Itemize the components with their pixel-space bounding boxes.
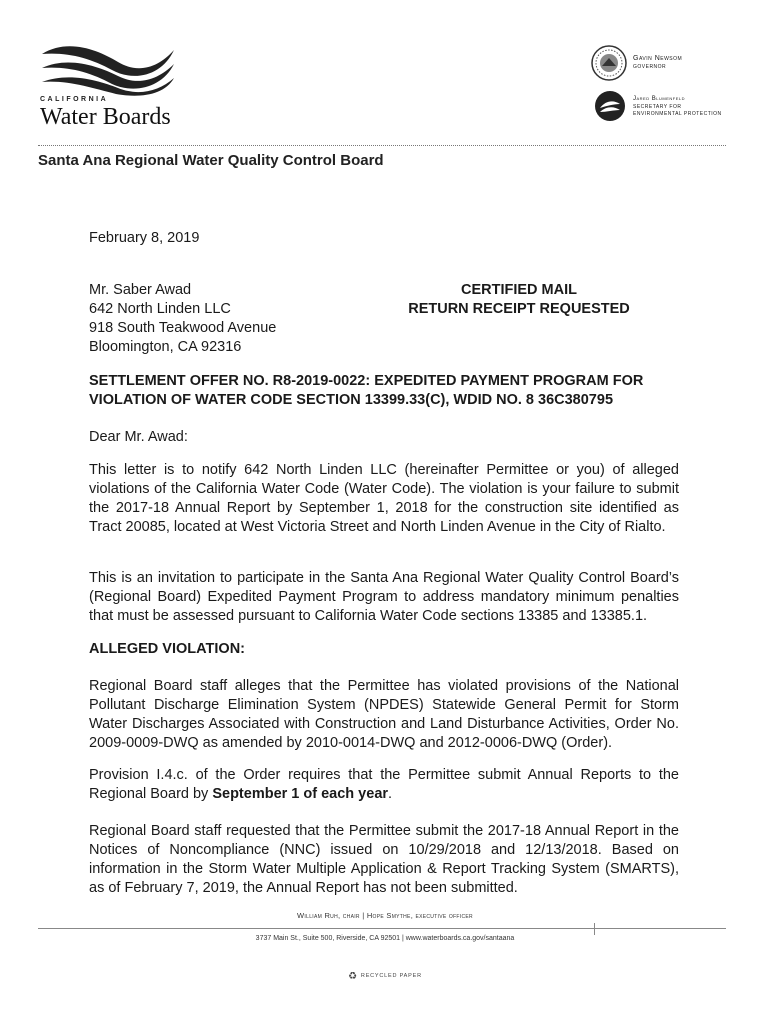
paragraph-invitation: This is an invitation to participate in the Santa Ana Regional Water Quality Control Board’s (Regional Board) Expedited Payment Program to address mandatory minimum penalties that must be assessed pursuant to California Water Code sections 13385 and 13385.1. bbox=[89, 570, 679, 624]
letter-greeting: Dear Mr. Awad: bbox=[89, 429, 188, 445]
footer-officers: William Ruh, chair | Hope Smythe, executive officer bbox=[297, 911, 473, 920]
water-boards-logo-icon bbox=[38, 40, 178, 96]
recipient-line: Bloomington, CA 92316 bbox=[89, 339, 242, 355]
recipient-line: 642 North Linden LLC bbox=[89, 301, 231, 317]
provision-tail: . bbox=[388, 786, 393, 802]
delivery-line: CERTIFIED MAIL bbox=[461, 282, 577, 298]
secretary-title-line1: SECRETARY FOR bbox=[633, 104, 682, 110]
recipient-line: 918 South Teakwood Avenue bbox=[89, 320, 277, 336]
footer-divider-tick bbox=[594, 923, 595, 935]
recipient-line: Mr. Saber Awad bbox=[89, 282, 192, 298]
subject-line: VIOLATION OF WATER CODE SECTION 13399.33(C), WDID NO. 8 36C380795 bbox=[89, 392, 614, 408]
calepa-seal-icon bbox=[594, 90, 626, 122]
paragraph-request: Regional Board staff requested that the Permittee submit the 2017-18 Annual Report in the Notices of Noncompliance (NNC) issued on 10/29/2018 and 12/13/2018. Based on information in the Storm Water Multiple Application & Report Tracking System (SMARTS), as of February 7, 2019, the Annual Report has not been submitted. bbox=[89, 823, 679, 896]
delivery-line: RETURN RECEIPT REQUESTED bbox=[408, 301, 630, 317]
footer-divider bbox=[38, 928, 726, 929]
header-divider bbox=[38, 145, 726, 146]
recycle-icon: ♻ bbox=[348, 971, 358, 982]
governor-name: Gavin Newsom bbox=[633, 55, 683, 62]
secretary-name: Jared Blumenfeld bbox=[633, 96, 686, 102]
paragraph-notification: This letter is to notify 642 North Linden LLC (hereinafter Permittee or you) of alleged violations of the California Water Code (Water Code). The violation is your failure to submit the 2017-18 Annual Report by September 1, 2018 for the construction site identified as Tract 20085, located at West Victoria Street and North Linden Avenue in the City of Rialto. bbox=[89, 462, 679, 535]
letter-subject bbox=[89, 372, 689, 410]
section-heading-alleged-violation: ALLEGED VIOLATION: bbox=[89, 641, 246, 657]
provision-deadline: September 1 of each year bbox=[212, 786, 389, 802]
subject-line: SETTLEMENT OFFER NO. R8-2019-0022: EXPEDITED PAYMENT PROGRAM FOR bbox=[89, 373, 644, 389]
paragraph-provision bbox=[89, 766, 679, 804]
governor-title: GOVERNOR bbox=[633, 64, 667, 70]
provision-text: Provision I.4.c. of the Order requires that the Permittee submit Annual Reports to the Regional Board by bbox=[89, 767, 679, 802]
delivery-method bbox=[400, 281, 638, 319]
recycled-paper-note bbox=[0, 971, 770, 982]
secretary-title-line2: ENVIRONMENTAL PROTECTION bbox=[633, 111, 722, 117]
state-seal-icon bbox=[590, 44, 628, 82]
letter-date: February 8, 2019 bbox=[89, 230, 200, 246]
logo-name-text: Water Boards bbox=[40, 104, 171, 130]
paragraph-allegation: Regional Board staff alleges that the Permittee has violated provisions of the National Pollutant Discharge Elimination System (NPDES) Statewide General Permit for Storm Water Discharges Associated with Construction and Land Disturbance Activities, Order No. 2009-0009-DWQ as amended by 2010-0014-DWQ and 2012-0006-DWQ (Order). bbox=[89, 678, 679, 751]
footer-address: 3737 Main St., Suite 500, Riverside, CA 92501 | www.waterboards.ca.gov/santaana bbox=[255, 935, 515, 942]
logo-state-text: CALIFORNIA bbox=[40, 96, 109, 103]
board-name-heading: Santa Ana Regional Water Quality Control Board bbox=[38, 152, 384, 169]
recycled-text: RECYCLED PAPER bbox=[360, 973, 422, 979]
recipient-address bbox=[89, 281, 276, 357]
